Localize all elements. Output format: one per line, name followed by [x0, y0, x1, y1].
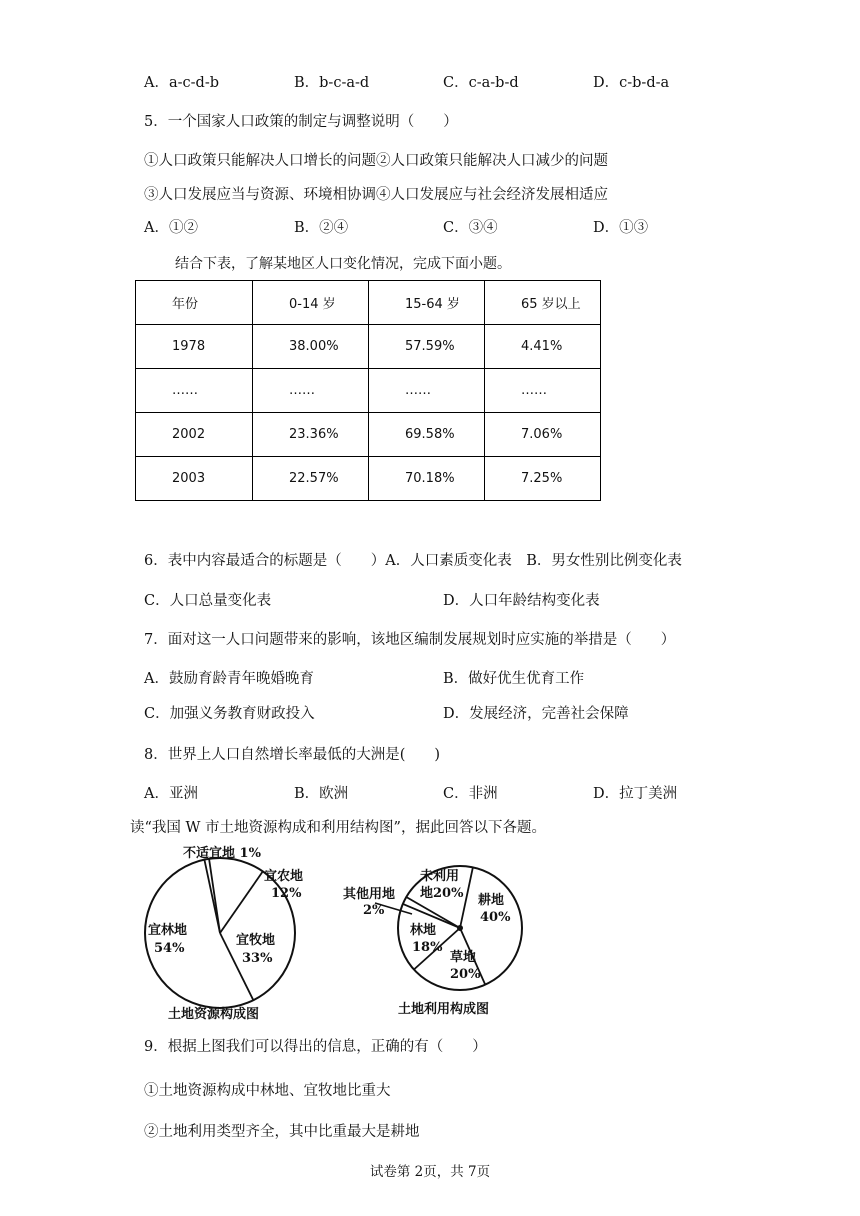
q5-option-a: A．①②: [144, 220, 198, 236]
q8-option-d: D．拉丁美洲: [593, 786, 678, 802]
q4-option-a: A．a-c-d-b: [144, 75, 219, 91]
q9-statement-1: ①土地资源构成中林地、宜牧地比重大: [144, 1083, 391, 1099]
table-cell: 57.59%: [369, 325, 485, 369]
q4-option-b: B．b-c-a-d: [294, 75, 370, 91]
table-header-65plus: 65 岁以上: [485, 281, 601, 325]
label-unsuitable: 不适宜地 1%: [183, 846, 261, 861]
q4-option-c: C．c-a-b-d: [443, 75, 519, 91]
q7-option-b: B．做好优生优育工作: [443, 671, 585, 687]
table-cell: ……: [253, 369, 369, 413]
label-grass-pct: 20%: [450, 967, 481, 982]
label-forest2-pct: 18%: [412, 940, 443, 955]
table-cell: 4.41%: [485, 325, 601, 369]
table-cell: 7.06%: [485, 413, 601, 457]
q6-option-d: D．人口年龄结构变化表: [443, 593, 600, 609]
q5-statement-2: ③人口发展应当与资源、环境相协调④人口发展应与社会经济发展相适应: [144, 187, 608, 203]
table-cell: 7.25%: [485, 457, 601, 501]
table-cell: 2003: [136, 457, 253, 501]
population-age-table: [135, 280, 601, 501]
table-cell: 38.00%: [253, 325, 369, 369]
q5-option-b: B．②④: [294, 220, 349, 236]
label-unused-name-2: 地20%: [420, 886, 464, 901]
label-grass-name: 草地: [450, 950, 477, 965]
use-pie-title: 土地利用构成图: [398, 1002, 490, 1017]
table-header-year: 年份: [136, 281, 253, 325]
q6-option-c: C．人口总量变化表: [144, 593, 272, 609]
table-header-0-14: 0-14 岁: [253, 281, 369, 325]
label-pasture-name: 宜牧地: [236, 933, 276, 948]
q8-stem: 8．世界上人口自然增长率最低的大洲是( ): [144, 747, 441, 763]
resource-pie-title: 土地资源构成图: [168, 1007, 260, 1022]
table-intro: 结合下表，了解某地区人口变化情况，完成下面小题。: [175, 256, 511, 272]
q5-stem: 5．一个国家人口政策的制定与调整说明（ ）: [144, 114, 458, 130]
label-arable-pct: 40%: [480, 910, 511, 925]
page-footer: 试卷第 2页，共 7页: [369, 1164, 491, 1180]
q8-option-c: C．非洲: [443, 786, 498, 802]
q7-option-a: A．鼓励育龄青年晚婚晚育: [144, 671, 314, 687]
table-row: [136, 413, 601, 457]
label-farm-name: 宜农地: [264, 869, 304, 884]
label-forest-pct: 54%: [154, 941, 185, 956]
table-cell: 69.58%: [369, 413, 485, 457]
table-row: [136, 325, 601, 369]
q9-stem: 9．根据上图我们可以得出的信息，正确的有（ ）: [144, 1039, 487, 1055]
label-pasture-pct: 33%: [242, 951, 273, 966]
q4-option-d: D．c-b-d-a: [593, 75, 670, 91]
label-arable-name: 耕地: [478, 893, 505, 908]
q6-stem: 6．表中内容最适合的标题是（ ）A．人口素质变化表 B．男女性别比例变化表: [144, 553, 682, 569]
table-row: [136, 369, 601, 413]
table-header-15-64: 15-64 岁: [369, 281, 485, 325]
figure-intro: 读“我国 W 市土地资源构成和利用结构图”，据此回答以下各题。: [130, 820, 546, 836]
q7-stem: 7．面对这一人口问题带来的影响，该地区编制发展规划时应实施的举措是（ ）: [144, 632, 676, 648]
use-pie-center: [457, 925, 463, 931]
q7-option-d: D．发展经济，完善社会保障: [443, 706, 629, 722]
table-header-row: [136, 281, 601, 325]
table-cell: ……: [369, 369, 485, 413]
q8-option-b: B．欧洲: [294, 786, 349, 802]
table-cell: ……: [485, 369, 601, 413]
table-cell: 23.36%: [253, 413, 369, 457]
label-farm-pct: 12%: [271, 886, 302, 901]
table-row: [136, 457, 601, 501]
table-cell: 70.18%: [369, 457, 485, 501]
q9-statement-2: ②土地利用类型齐全，其中比重最大是耕地: [144, 1124, 420, 1140]
q5-option-d: D．①③: [593, 220, 649, 236]
q7-option-c: C．加强义务教育财政投入: [144, 706, 315, 722]
q5-statement-1: ①人口政策只能解决人口增长的问题②人口政策只能解决人口减少的问题: [144, 153, 608, 169]
table-cell: 2002: [136, 413, 253, 457]
label-other-pct: 2%: [363, 903, 385, 918]
table-cell: ……: [136, 369, 253, 413]
label-other-name: 其他用地: [343, 887, 396, 902]
label-forest-name: 宜林地: [148, 923, 188, 938]
label-unused-name-1: 未利用: [420, 869, 460, 884]
table-cell: 1978: [136, 325, 253, 369]
land-pie-charts: [130, 838, 550, 1023]
q5-option-c: C．③④: [443, 220, 498, 236]
table-cell: 22.57%: [253, 457, 369, 501]
label-forest2-name: 林地: [410, 923, 437, 938]
q8-option-a: A．亚洲: [144, 786, 198, 802]
